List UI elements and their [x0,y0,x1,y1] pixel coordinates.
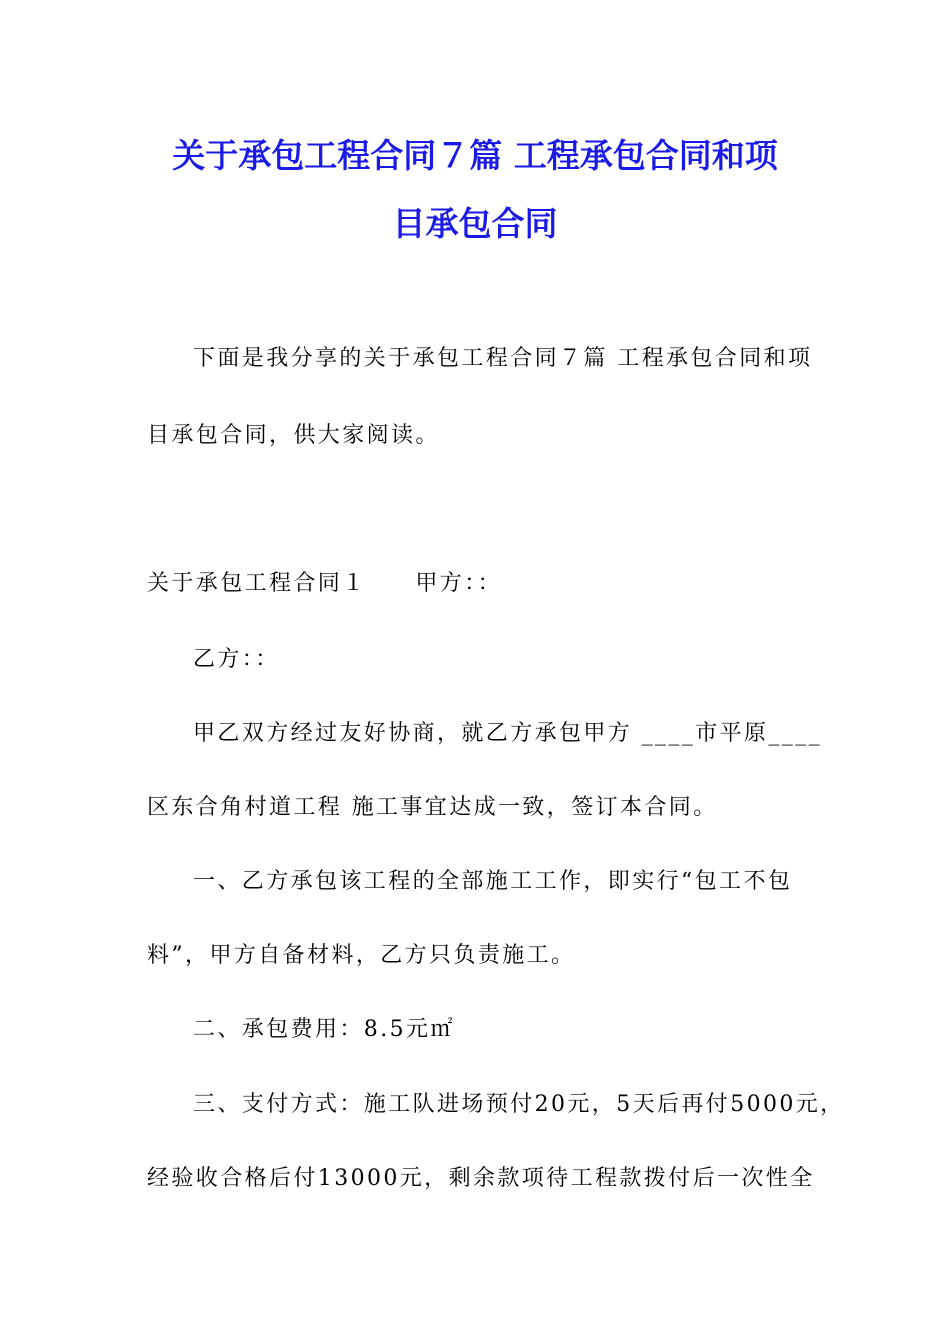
document-title-line-2: 目承包合同 [392,204,558,243]
intro-line-1: 下面是我分享的关于承包工程合同７篇 工程承包合同和项 [193,346,813,371]
intro-line-2: 目承包合同，供大家阅读。 [147,423,440,448]
agreement-line-1: 甲乙双方经过友好协商，就乙方承包甲方 ____市平原____ [193,721,822,746]
clause-1-line-2: 料”，甲方自备材料，乙方只负责施工。 [147,943,576,968]
document-title-line-1: 关于承包工程合同７篇 工程承包合同和项 [172,136,778,175]
party-b-line: 乙方：： [193,647,280,672]
clause-3-line-1: 三、支付方式：施工队进场预付20元，5天后再付5000元， [193,1092,845,1117]
agreement-line-2: 区东合角村道工程 施工事宜达成一致，签订本合同。 [147,795,718,820]
clause-3-line-2: 经验收合格后付13000元，剩余款项待工程款拨付后一次性全 [147,1166,815,1191]
clause-2-line: 二、承包费用：8.5元㎡ [193,1017,455,1042]
clause-1-line-1: 一、乙方承包该工程的全部施工工作，即实行“包工不包 [193,869,793,894]
contract-heading: 关于承包工程合同１ 甲方：： [147,571,503,596]
